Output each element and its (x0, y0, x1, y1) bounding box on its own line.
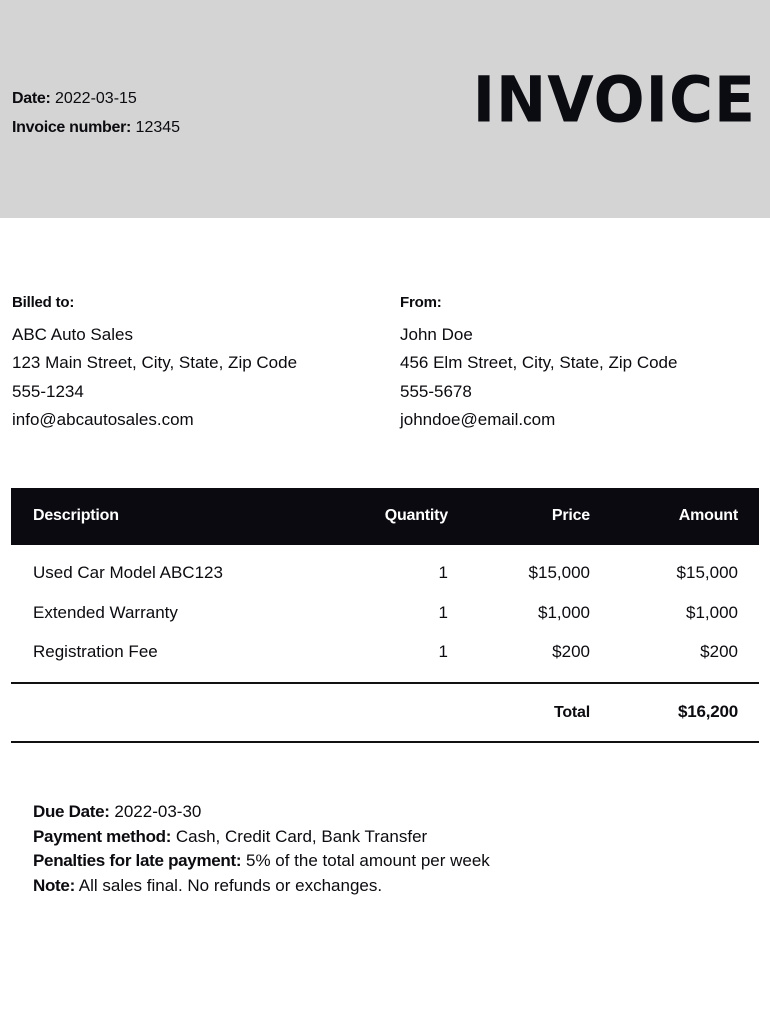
payment-method-value: Cash, Credit Card, Bank Transfer (175, 826, 428, 846)
row-quantity: 1 (438, 563, 448, 582)
from-address: 456 Elm Street, City, State, Zip Code (400, 353, 678, 373)
row-description: Extended Warranty (33, 602, 178, 622)
total-value: $16,200 (677, 702, 738, 721)
table-body (11, 560, 759, 679)
date-label: Date: (12, 90, 51, 107)
from-name: John Doe (400, 324, 473, 344)
penalties-label: Penalties for late payment: (33, 851, 242, 871)
date-value: 2022-03-15 (54, 90, 137, 107)
table-row (11, 560, 759, 600)
due-date-value: 2022-03-30 (114, 802, 202, 821)
header-quantity: Quantity (384, 507, 448, 524)
table-header (11, 488, 759, 545)
note-value: All sales final. No refunds or exchanges. (78, 876, 383, 896)
table-row (11, 639, 759, 679)
note-label: Note: (33, 876, 75, 896)
row-quantity: 1 (438, 602, 448, 622)
header-amount: Amount (678, 507, 738, 524)
row-amount: $1,000 (686, 602, 738, 622)
penalties-value: 5% of the total amount per week (245, 851, 490, 871)
from-label: From: (400, 294, 442, 311)
row-description: Used Car Model ABC123 (33, 563, 223, 582)
date-line (12, 84, 180, 113)
row-price: $200 (552, 642, 590, 661)
from-email: johndoe@email.com (400, 410, 556, 430)
invoice-number-label: Invoice number: (12, 119, 132, 136)
row-quantity: 1 (438, 642, 448, 661)
row-price: $15,000 (528, 563, 590, 582)
invoice-notes (33, 800, 490, 899)
billed-to-phone: 555-1234 (12, 381, 84, 401)
row-price: $1,000 (538, 602, 590, 622)
due-date-label: Due Date: (33, 802, 110, 821)
payment-method-line (33, 825, 490, 850)
row-amount: $200 (700, 642, 738, 661)
due-date-line (33, 800, 490, 825)
from-block (400, 289, 677, 435)
total-top-divider (11, 682, 759, 684)
invoice-header (0, 0, 770, 218)
row-description: Registration Fee (33, 642, 158, 661)
row-amount: $15,000 (676, 563, 738, 582)
penalties-line (33, 849, 490, 874)
header-price: Price (551, 507, 590, 524)
invoice-title: INVOICE (472, 64, 756, 138)
billed-to-block (12, 289, 297, 435)
billed-to-label: Billed to: (12, 294, 75, 311)
billed-to-address: 123 Main Street, City, State, Zip Code (12, 353, 298, 373)
payment-method-label: Payment method: (33, 826, 172, 846)
note-line (33, 874, 490, 899)
total-label: Total (553, 704, 590, 721)
total-row (11, 702, 759, 726)
billed-to-name: ABC Auto Sales (12, 324, 133, 344)
total-bottom-divider (11, 741, 759, 743)
invoice-number-value: 12345 (135, 119, 181, 136)
invoice-number-line (12, 113, 180, 142)
table-row (11, 600, 759, 640)
header-description: Description (33, 507, 119, 524)
billed-to-email: info@abcautosales.com (12, 410, 194, 430)
invoice-meta (12, 84, 180, 142)
from-phone: 555-5678 (400, 381, 472, 401)
